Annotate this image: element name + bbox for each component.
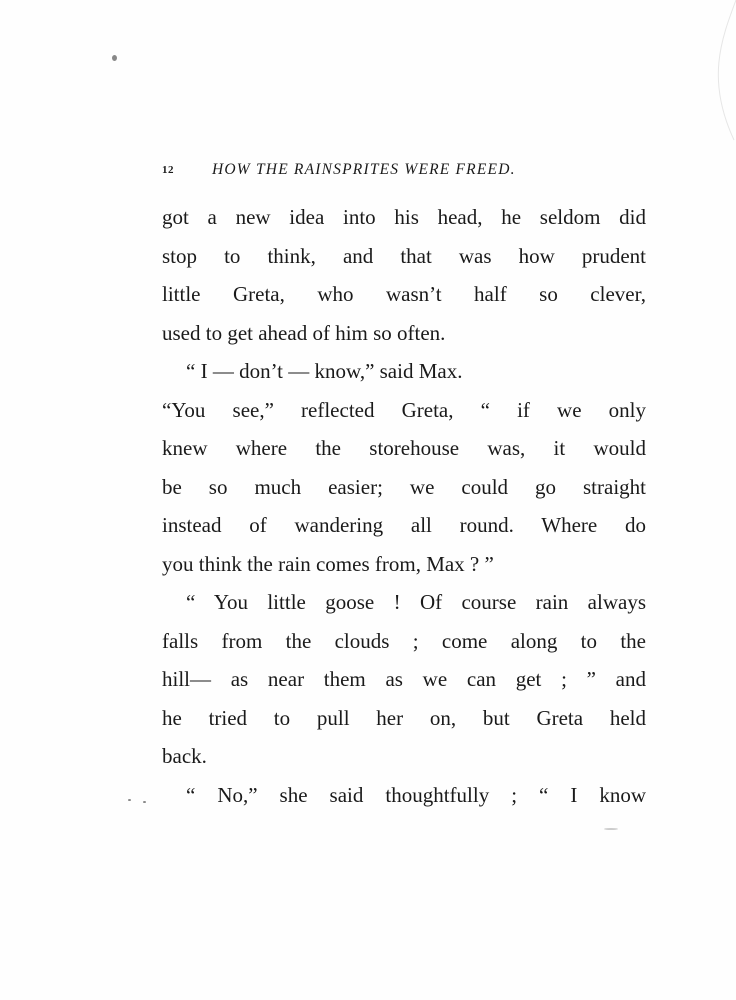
text-line: he tried to pull her on, but Greta held [162, 705, 646, 730]
text-line: be so much easier; we could go straight [162, 474, 646, 499]
paper-speck [143, 801, 146, 803]
text-line: hill— as near them as we can get ; ” and [162, 667, 646, 691]
text-line: used to get ahead of him so often. [162, 320, 446, 345]
text-line: falls from the clouds ; come along to the [162, 628, 646, 653]
text-line: “You see,” reflected Greta, “ if we only [162, 397, 646, 422]
page-number: 12 [162, 164, 174, 176]
text-line: instead of wandering all round. Where do [162, 513, 646, 537]
text-line: got a new idea into his head, he seldom did [162, 205, 646, 229]
page-crease-mark [666, 0, 736, 220]
text-line: you think the rain comes from, Max ? ” [162, 551, 494, 576]
running-header [162, 161, 602, 185]
text-line: back. [162, 744, 207, 768]
text-line: little Greta, who wasn’t half so clever, [162, 282, 646, 306]
text-line: “ You little goose ! Of course rain always [186, 590, 646, 614]
text-line: stop to think, and that was how prudent [162, 243, 646, 268]
body-text [162, 198, 646, 814]
text-line: knew where the storehouse was, it would [162, 436, 646, 460]
paper-speck [604, 828, 618, 830]
paper-speck [112, 55, 117, 61]
paper-speck [128, 799, 131, 801]
text-line: “ No,” she said thoughtfully ; “ I know [186, 782, 646, 807]
text-line: “ I — don’t — know,” said Max. [186, 359, 463, 383]
chapter-title: HOW THE RAINSPRITES WERE FREED. [212, 161, 516, 178]
